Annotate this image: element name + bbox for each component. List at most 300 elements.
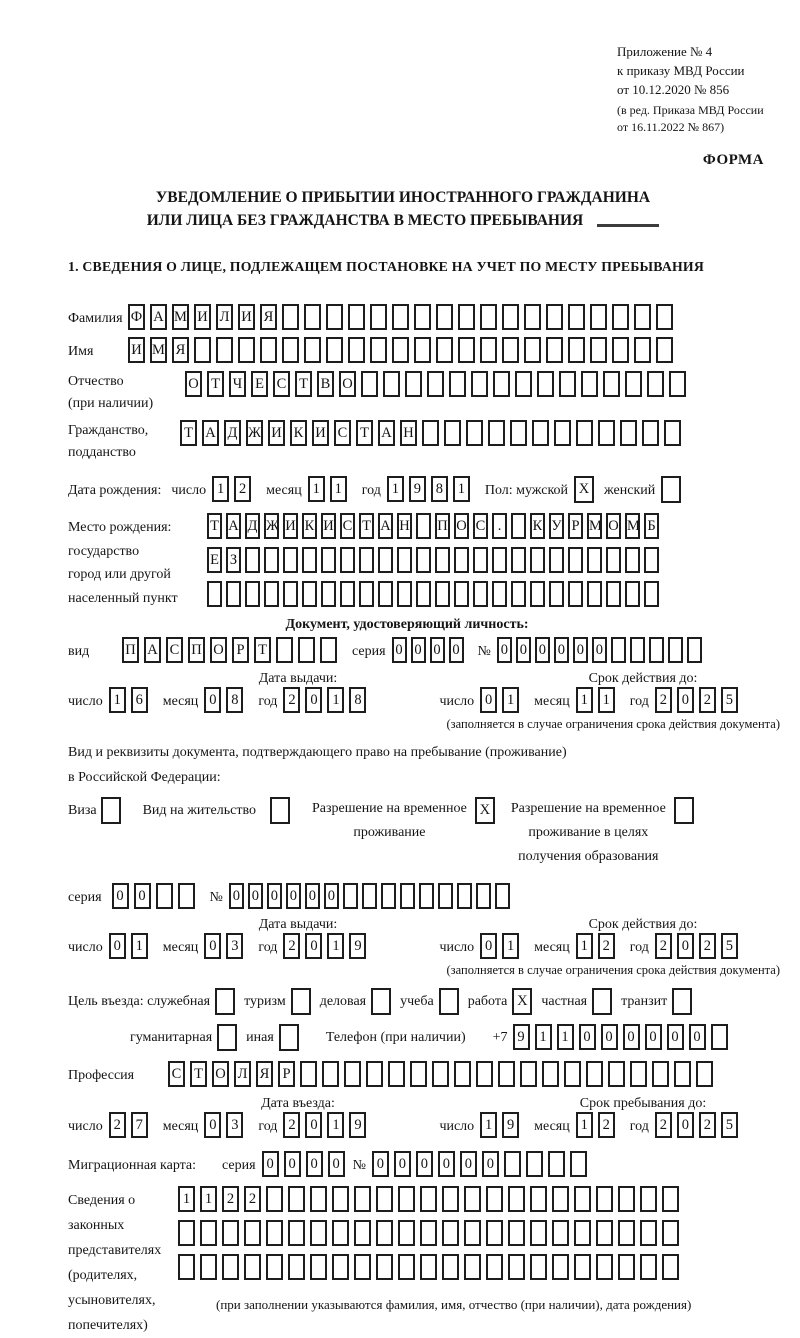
char-box[interactable]: 2	[655, 933, 672, 959]
char-box[interactable]	[348, 304, 365, 330]
char-box[interactable]	[618, 1186, 635, 1212]
char-box[interactable]	[332, 1220, 349, 1246]
char-box[interactable]: 0	[601, 1024, 618, 1050]
char-box[interactable]	[625, 581, 640, 607]
char-box[interactable]: М	[625, 513, 640, 539]
char-box[interactable]: 1	[387, 476, 404, 502]
char-box[interactable]: 9	[349, 1112, 366, 1138]
char-box[interactable]	[473, 547, 488, 573]
char-box[interactable]: 0	[262, 1151, 279, 1177]
char-box[interactable]: Д	[245, 513, 260, 539]
char-box[interactable]	[216, 337, 233, 363]
char-box[interactable]: 1	[200, 1186, 217, 1212]
char-box[interactable]: О	[606, 513, 621, 539]
char-box[interactable]: 1	[502, 687, 519, 713]
char-box[interactable]: В	[317, 371, 334, 397]
char-box[interactable]: 0	[689, 1024, 706, 1050]
char-box[interactable]	[476, 1061, 493, 1087]
char-box[interactable]	[302, 547, 317, 573]
char-box[interactable]	[711, 1024, 728, 1050]
char-box[interactable]	[416, 547, 431, 573]
char-box[interactable]: 9	[349, 933, 366, 959]
char-box[interactable]	[435, 581, 450, 607]
char-box[interactable]: Б	[644, 513, 659, 539]
char-box[interactable]: С	[340, 513, 355, 539]
char-box[interactable]	[340, 581, 355, 607]
char-box[interactable]	[414, 337, 431, 363]
char-box[interactable]	[596, 1220, 613, 1246]
char-box[interactable]	[473, 581, 488, 607]
char-box[interactable]	[568, 547, 583, 573]
char-box[interactable]	[598, 420, 615, 446]
char-box[interactable]: С	[273, 371, 290, 397]
char-box[interactable]	[178, 1220, 195, 1246]
char-box[interactable]	[652, 1061, 669, 1087]
char-box[interactable]	[520, 1061, 537, 1087]
char-box[interactable]	[397, 547, 412, 573]
char-box[interactable]	[321, 581, 336, 607]
char-box[interactable]: С	[473, 513, 488, 539]
checkbox[interactable]	[270, 797, 290, 824]
char-box[interactable]	[326, 304, 343, 330]
char-box[interactable]: 2	[244, 1186, 261, 1212]
char-box[interactable]	[515, 371, 532, 397]
char-box[interactable]	[359, 581, 374, 607]
char-box[interactable]	[662, 1186, 679, 1212]
char-box[interactable]: 0	[411, 637, 426, 663]
char-box[interactable]	[449, 371, 466, 397]
char-box[interactable]	[383, 371, 400, 397]
char-box[interactable]: 9	[502, 1112, 519, 1138]
char-box[interactable]	[454, 1061, 471, 1087]
char-box[interactable]	[310, 1220, 327, 1246]
char-box[interactable]	[498, 1061, 515, 1087]
char-box[interactable]: 0	[480, 933, 497, 959]
char-box[interactable]: 7	[131, 1112, 148, 1138]
char-box[interactable]: Т	[295, 371, 312, 397]
char-box[interactable]	[596, 1254, 613, 1280]
char-box[interactable]: 2	[699, 687, 716, 713]
char-box[interactable]	[492, 581, 507, 607]
char-box[interactable]	[590, 304, 607, 330]
char-box[interactable]	[526, 1151, 543, 1177]
char-box[interactable]	[549, 581, 564, 607]
char-box[interactable]: 3	[226, 1112, 243, 1138]
char-box[interactable]	[260, 337, 277, 363]
char-box[interactable]	[606, 547, 621, 573]
char-box[interactable]: 0	[305, 1112, 322, 1138]
checkbox[interactable]	[217, 1024, 237, 1051]
char-box[interactable]	[612, 304, 629, 330]
char-box[interactable]: 0	[623, 1024, 640, 1050]
checkbox[interactable]	[215, 988, 235, 1015]
char-box[interactable]: 1	[131, 933, 148, 959]
char-box[interactable]	[398, 1254, 415, 1280]
char-box[interactable]: Р	[568, 513, 583, 539]
char-box[interactable]	[304, 337, 321, 363]
char-box[interactable]: 0	[430, 637, 445, 663]
char-box[interactable]: И	[268, 420, 285, 446]
char-box[interactable]	[464, 1254, 481, 1280]
char-box[interactable]	[344, 1061, 361, 1087]
char-box[interactable]	[392, 337, 409, 363]
char-box[interactable]	[511, 581, 526, 607]
char-box[interactable]	[320, 637, 337, 663]
char-box[interactable]	[405, 371, 422, 397]
char-box[interactable]	[244, 1220, 261, 1246]
char-box[interactable]	[611, 637, 626, 663]
char-box[interactable]	[656, 337, 673, 363]
char-box[interactable]: 0	[573, 637, 588, 663]
char-box[interactable]	[458, 337, 475, 363]
char-box[interactable]	[568, 337, 585, 363]
char-box[interactable]: Е	[251, 371, 268, 397]
char-box[interactable]: А	[144, 637, 161, 663]
char-box[interactable]: А	[150, 304, 167, 330]
char-box[interactable]	[549, 547, 564, 573]
char-box[interactable]	[288, 1220, 305, 1246]
char-box[interactable]	[508, 1254, 525, 1280]
char-box[interactable]	[283, 581, 298, 607]
char-box[interactable]	[326, 337, 343, 363]
char-box[interactable]	[510, 420, 527, 446]
char-box[interactable]	[606, 581, 621, 607]
char-box[interactable]	[574, 1186, 591, 1212]
char-box[interactable]: Я	[260, 304, 277, 330]
char-box[interactable]	[559, 371, 576, 397]
char-box[interactable]	[444, 420, 461, 446]
checkbox[interactable]	[439, 988, 459, 1015]
char-box[interactable]: 2	[699, 933, 716, 959]
char-box[interactable]	[194, 337, 211, 363]
char-box[interactable]	[366, 1061, 383, 1087]
char-box[interactable]: Т	[356, 420, 373, 446]
char-box[interactable]	[264, 547, 279, 573]
char-box[interactable]: 2	[109, 1112, 126, 1138]
char-box[interactable]	[664, 420, 681, 446]
checkbox[interactable]: X	[512, 988, 532, 1015]
char-box[interactable]: 1	[327, 1112, 344, 1138]
char-box[interactable]	[537, 371, 554, 397]
char-box[interactable]	[546, 337, 563, 363]
char-box[interactable]: Н	[397, 513, 412, 539]
char-box[interactable]	[486, 1254, 503, 1280]
char-box[interactable]	[397, 581, 412, 607]
char-box[interactable]	[420, 1220, 437, 1246]
char-box[interactable]: 1	[109, 687, 126, 713]
char-box[interactable]	[492, 547, 507, 573]
char-box[interactable]	[361, 371, 378, 397]
char-box[interactable]	[618, 1220, 635, 1246]
char-box[interactable]: 0	[416, 1151, 433, 1177]
char-box[interactable]	[480, 337, 497, 363]
char-box[interactable]	[457, 883, 472, 909]
char-box[interactable]	[644, 581, 659, 607]
char-box[interactable]	[283, 547, 298, 573]
char-box[interactable]: Н	[400, 420, 417, 446]
checkbox[interactable]	[371, 988, 391, 1015]
char-box[interactable]: Т	[190, 1061, 207, 1087]
char-box[interactable]: 0	[112, 883, 129, 909]
char-box[interactable]	[649, 637, 664, 663]
char-box[interactable]	[644, 547, 659, 573]
char-box[interactable]	[343, 883, 358, 909]
checkbox[interactable]	[672, 988, 692, 1015]
char-box[interactable]	[552, 1254, 569, 1280]
char-box[interactable]: Т	[254, 637, 271, 663]
char-box[interactable]: 3	[226, 933, 243, 959]
char-box[interactable]	[244, 1254, 261, 1280]
char-box[interactable]: 0	[579, 1024, 596, 1050]
char-box[interactable]: П	[188, 637, 205, 663]
char-box[interactable]: И	[321, 513, 336, 539]
char-box[interactable]	[388, 1061, 405, 1087]
char-box[interactable]: 1	[557, 1024, 574, 1050]
char-box[interactable]: 9	[513, 1024, 530, 1050]
char-box[interactable]	[669, 371, 686, 397]
char-box[interactable]	[381, 883, 396, 909]
char-box[interactable]	[442, 1254, 459, 1280]
char-box[interactable]: 0	[305, 933, 322, 959]
char-box[interactable]	[362, 883, 377, 909]
char-box[interactable]: 0	[480, 687, 497, 713]
checkbox[interactable]: X	[475, 797, 495, 824]
char-box[interactable]	[427, 371, 444, 397]
char-box[interactable]	[502, 337, 519, 363]
char-box[interactable]: 0	[324, 883, 339, 909]
char-box[interactable]: 0	[438, 1151, 455, 1177]
char-box[interactable]: 0	[305, 883, 320, 909]
char-box[interactable]: Ж	[246, 420, 263, 446]
char-box[interactable]	[420, 1186, 437, 1212]
char-box[interactable]	[574, 1254, 591, 1280]
char-box[interactable]: 0	[497, 637, 512, 663]
char-box[interactable]: 2	[222, 1186, 239, 1212]
char-box[interactable]	[266, 1254, 283, 1280]
char-box[interactable]	[554, 420, 571, 446]
checkbox[interactable]	[661, 476, 681, 503]
char-box[interactable]: И	[238, 304, 255, 330]
char-box[interactable]: 2	[283, 1112, 300, 1138]
char-box[interactable]: 0	[645, 1024, 662, 1050]
char-box[interactable]	[508, 1220, 525, 1246]
char-box[interactable]	[668, 637, 683, 663]
char-box[interactable]	[288, 1186, 305, 1212]
char-box[interactable]: А	[202, 420, 219, 446]
char-box[interactable]: 0	[204, 933, 221, 959]
checkbox[interactable]	[291, 988, 311, 1015]
char-box[interactable]: 0	[516, 637, 531, 663]
char-box[interactable]: К	[290, 420, 307, 446]
char-box[interactable]	[564, 1061, 581, 1087]
char-box[interactable]	[612, 337, 629, 363]
char-box[interactable]: З	[226, 547, 241, 573]
char-box[interactable]: 0	[535, 637, 550, 663]
char-box[interactable]: О	[212, 1061, 229, 1087]
char-box[interactable]	[302, 581, 317, 607]
char-box[interactable]: 0	[677, 933, 694, 959]
char-box[interactable]: 0	[286, 883, 301, 909]
char-box[interactable]: 8	[349, 687, 366, 713]
char-box[interactable]	[674, 1061, 691, 1087]
char-box[interactable]	[376, 1254, 393, 1280]
char-box[interactable]	[524, 337, 541, 363]
char-box[interactable]	[266, 1220, 283, 1246]
char-box[interactable]	[630, 637, 645, 663]
char-box[interactable]: Д	[224, 420, 241, 446]
char-box[interactable]	[620, 420, 637, 446]
char-box[interactable]	[222, 1220, 239, 1246]
char-box[interactable]	[442, 1220, 459, 1246]
char-box[interactable]: 0	[204, 687, 221, 713]
char-box[interactable]	[640, 1220, 657, 1246]
char-box[interactable]: 1	[535, 1024, 552, 1050]
char-box[interactable]: 1	[576, 1112, 593, 1138]
char-box[interactable]: 2	[598, 933, 615, 959]
char-box[interactable]	[454, 581, 469, 607]
char-box[interactable]: 0	[204, 1112, 221, 1138]
char-box[interactable]: Т	[180, 420, 197, 446]
char-box[interactable]: 0	[248, 883, 263, 909]
char-box[interactable]	[464, 1220, 481, 1246]
char-box[interactable]	[618, 1254, 635, 1280]
char-box[interactable]	[570, 1151, 587, 1177]
char-box[interactable]: 8	[431, 476, 448, 502]
char-box[interactable]	[511, 513, 526, 539]
char-box[interactable]	[587, 581, 602, 607]
char-box[interactable]	[442, 1186, 459, 1212]
char-box[interactable]: 5	[721, 1112, 738, 1138]
char-box[interactable]	[586, 1061, 603, 1087]
char-box[interactable]	[647, 371, 664, 397]
char-box[interactable]: 0	[134, 883, 151, 909]
char-box[interactable]	[226, 581, 241, 607]
char-box[interactable]: 1	[576, 933, 593, 959]
char-box[interactable]	[416, 581, 431, 607]
char-box[interactable]: 2	[699, 1112, 716, 1138]
char-box[interactable]	[438, 883, 453, 909]
char-box[interactable]	[596, 1186, 613, 1212]
char-box[interactable]	[298, 637, 315, 663]
char-box[interactable]	[282, 337, 299, 363]
char-box[interactable]: С	[168, 1061, 185, 1087]
checkbox[interactable]	[592, 988, 612, 1015]
char-box[interactable]: С	[166, 637, 183, 663]
char-box[interactable]: У	[549, 513, 564, 539]
char-box[interactable]	[576, 420, 593, 446]
char-box[interactable]: 2	[655, 1112, 672, 1138]
char-box[interactable]: 0	[482, 1151, 499, 1177]
char-box[interactable]	[634, 304, 651, 330]
char-box[interactable]	[422, 420, 439, 446]
char-box[interactable]: М	[150, 337, 167, 363]
char-box[interactable]	[552, 1186, 569, 1212]
char-box[interactable]: Т	[207, 513, 222, 539]
char-box[interactable]: Л	[216, 304, 233, 330]
char-box[interactable]	[419, 883, 434, 909]
char-box[interactable]: 0	[392, 637, 407, 663]
char-box[interactable]: И	[128, 337, 145, 363]
char-box[interactable]	[466, 420, 483, 446]
char-box[interactable]	[640, 1186, 657, 1212]
char-box[interactable]	[359, 547, 374, 573]
char-box[interactable]	[542, 1061, 559, 1087]
char-box[interactable]	[392, 304, 409, 330]
char-box[interactable]	[642, 420, 659, 446]
char-box[interactable]: 0	[677, 1112, 694, 1138]
char-box[interactable]: Ж	[264, 513, 279, 539]
char-box[interactable]	[480, 304, 497, 330]
char-box[interactable]	[245, 581, 260, 607]
char-box[interactable]: 1	[453, 476, 470, 502]
char-box[interactable]	[436, 304, 453, 330]
char-box[interactable]: Т	[207, 371, 224, 397]
char-box[interactable]: А	[226, 513, 241, 539]
char-box[interactable]: 1	[576, 687, 593, 713]
char-box[interactable]	[471, 371, 488, 397]
char-box[interactable]	[310, 1254, 327, 1280]
char-box[interactable]	[266, 1186, 283, 1212]
char-box[interactable]	[264, 581, 279, 607]
char-box[interactable]	[378, 547, 393, 573]
char-box[interactable]: К	[530, 513, 545, 539]
char-box[interactable]	[238, 337, 255, 363]
char-box[interactable]: Ч	[229, 371, 246, 397]
char-box[interactable]	[300, 1061, 317, 1087]
char-box[interactable]	[288, 1254, 305, 1280]
char-box[interactable]	[532, 420, 549, 446]
char-box[interactable]: 1	[330, 476, 347, 502]
char-box[interactable]	[370, 337, 387, 363]
char-box[interactable]	[625, 371, 642, 397]
char-box[interactable]	[548, 1151, 565, 1177]
char-box[interactable]	[332, 1186, 349, 1212]
char-box[interactable]: 2	[283, 933, 300, 959]
char-box[interactable]	[486, 1220, 503, 1246]
char-box[interactable]: 2	[283, 687, 300, 713]
char-box[interactable]: 5	[721, 687, 738, 713]
char-box[interactable]: 9	[409, 476, 426, 502]
char-box[interactable]: М	[587, 513, 602, 539]
char-box[interactable]: О	[185, 371, 202, 397]
char-box[interactable]	[458, 304, 475, 330]
char-box[interactable]	[696, 1061, 713, 1087]
char-box[interactable]	[322, 1061, 339, 1087]
char-box[interactable]	[574, 1220, 591, 1246]
char-box[interactable]	[414, 304, 431, 330]
char-box[interactable]: Я	[172, 337, 189, 363]
char-box[interactable]: О	[454, 513, 469, 539]
char-box[interactable]: 1	[480, 1112, 497, 1138]
char-box[interactable]: М	[172, 304, 189, 330]
char-box[interactable]	[348, 337, 365, 363]
char-box[interactable]	[625, 547, 640, 573]
char-box[interactable]	[640, 1254, 657, 1280]
char-box[interactable]: .	[492, 513, 507, 539]
char-box[interactable]	[410, 1061, 427, 1087]
checkbox[interactable]	[279, 1024, 299, 1051]
char-box[interactable]: 0	[460, 1151, 477, 1177]
char-box[interactable]: 1	[327, 933, 344, 959]
char-box[interactable]: 0	[328, 1151, 345, 1177]
char-box[interactable]	[530, 1220, 547, 1246]
char-box[interactable]: 2	[598, 1112, 615, 1138]
char-box[interactable]	[200, 1220, 217, 1246]
char-box[interactable]: О	[210, 637, 227, 663]
char-box[interactable]: 0	[449, 637, 464, 663]
char-box[interactable]: Т	[359, 513, 374, 539]
char-box[interactable]	[304, 304, 321, 330]
